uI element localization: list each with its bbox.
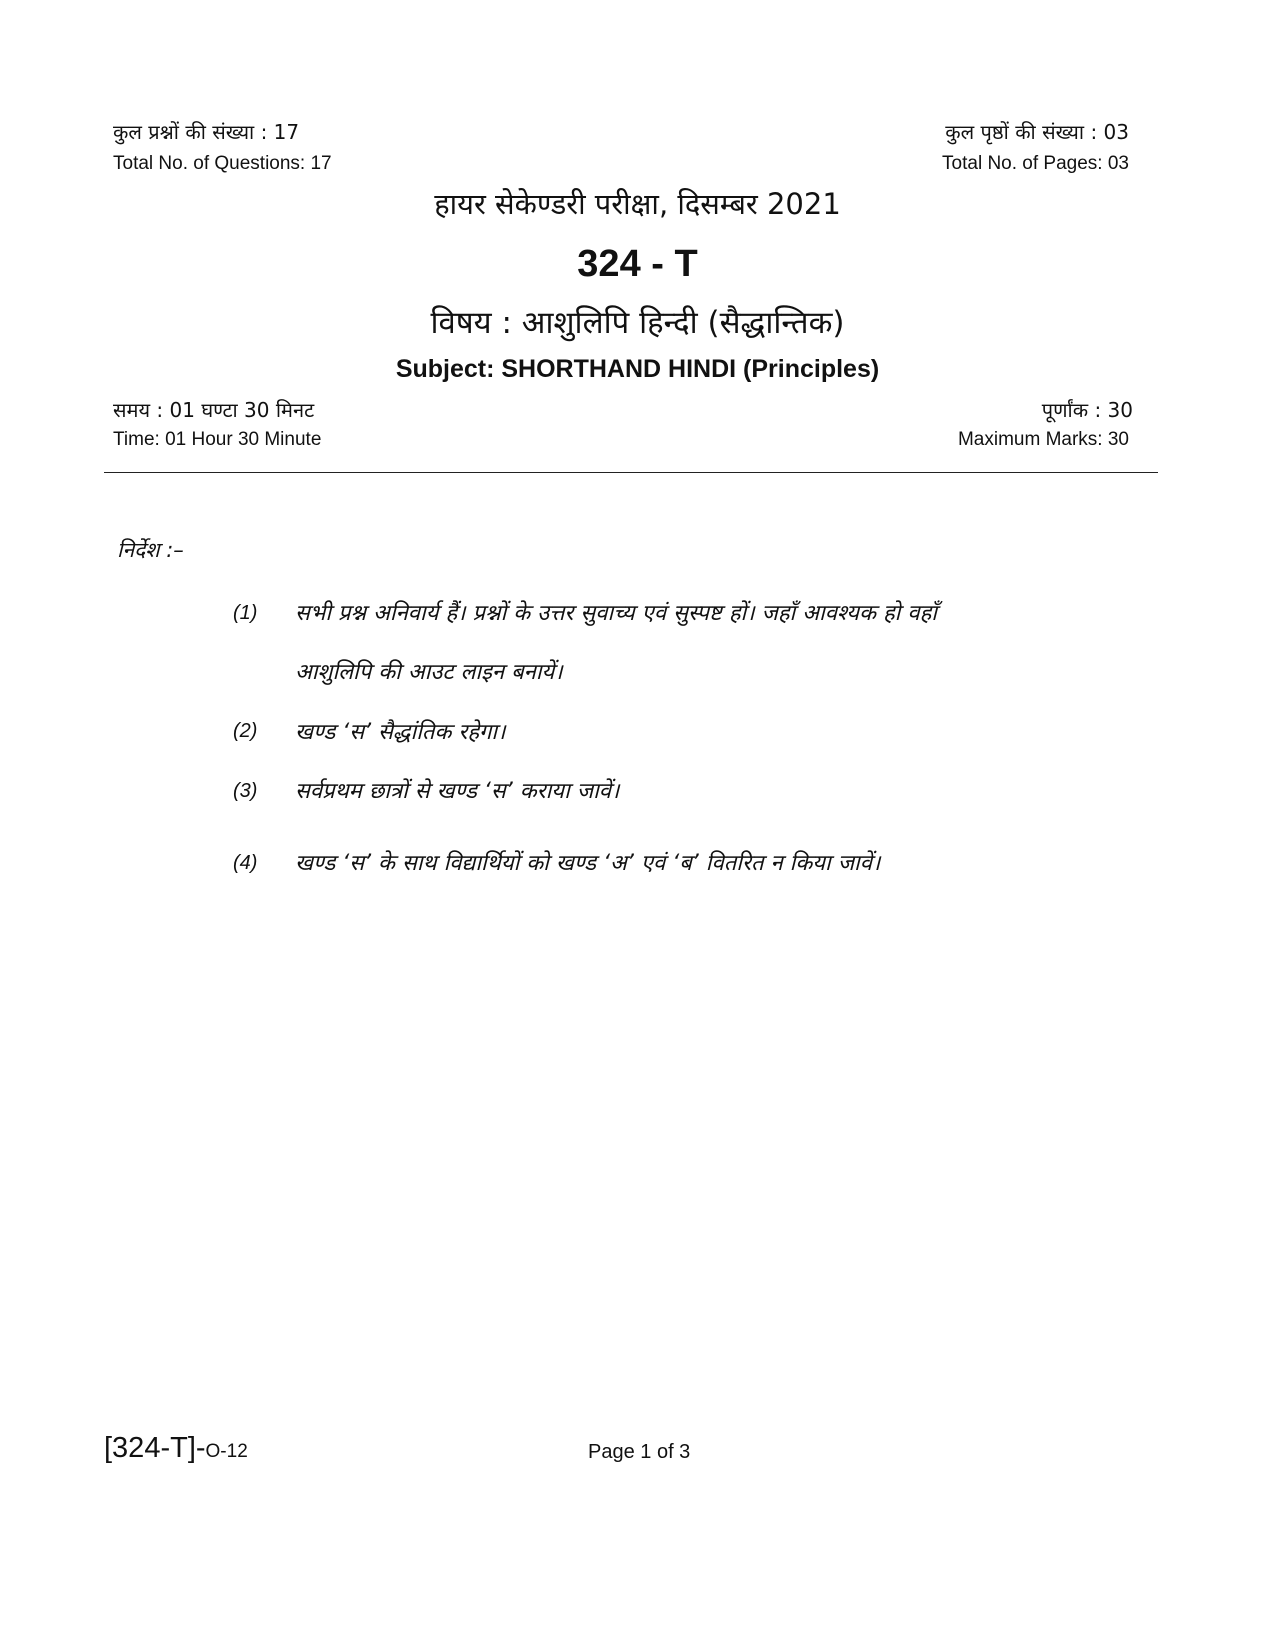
total-pages-hindi: कुल पृष्ठों की संख्या : 03: [945, 120, 1129, 144]
instruction-number: (4): [233, 852, 258, 874]
instruction-number: (3): [233, 780, 258, 802]
total-questions-hindi: कुल प्रश्नों की संख्या : 17: [113, 120, 300, 144]
time-english: Time: 01 Hour 30 Minute: [113, 429, 322, 450]
subject-english: Subject: SHORTHAND HINDI (Principles): [395, 355, 880, 383]
instruction-text-continued: आशुलिपि की आउट लाइन बनायें।: [295, 660, 563, 685]
header-divider: [104, 472, 1158, 473]
instruction-number: (1): [233, 602, 258, 624]
instruction-number: (2): [233, 720, 258, 742]
total-pages-english: Total No. of Pages: 03: [942, 153, 1129, 174]
paper-footer-code-main: [324-T]-: [104, 1432, 206, 1464]
instruction-text: खण्ड ‘स’ के साथ विद्यार्थियों को खण्ड ‘अ’ एवं ‘ब’ वितरित न किया जावें।: [295, 851, 881, 876]
time-hindi: समय : 01 घण्टा 30 मिनट: [113, 398, 315, 422]
instruction-text: सभी प्रश्न अनिवार्य हैं। प्रश्नों के उत्तर सुवाच्य एवं सुस्पष्ट हों। जहाँ आवश्यक हो वहाँ: [295, 601, 937, 626]
subject-hindi: विषय : आशुलिपि हिन्दी (सैद्धान्तिक): [430, 305, 845, 341]
instruction-text: सर्वप्रथम छात्रों से खण्ड ‘स’ कराया जावें।: [295, 779, 620, 804]
exam-title: हायर सेकेण्डरी परीक्षा, दिसम्बर 2021: [434, 187, 841, 221]
paper-footer-code-suffix: O-12: [205, 1441, 248, 1462]
total-questions-english: Total No. of Questions: 17: [113, 153, 332, 174]
paper-code: 324 - T: [577, 243, 698, 285]
paper-footer-code: [104, 1432, 248, 1465]
max-marks-english: Maximum Marks: 30: [957, 429, 1129, 450]
max-marks-hindi: पूर्णांक : 30: [1041, 398, 1133, 422]
instruction-text: खण्ड ‘स’ सैद्धांतिक रहेगा।: [295, 720, 506, 745]
instructions-heading: निर्देश :–: [117, 538, 184, 562]
page-number: Page 1 of 3: [588, 1441, 691, 1463]
